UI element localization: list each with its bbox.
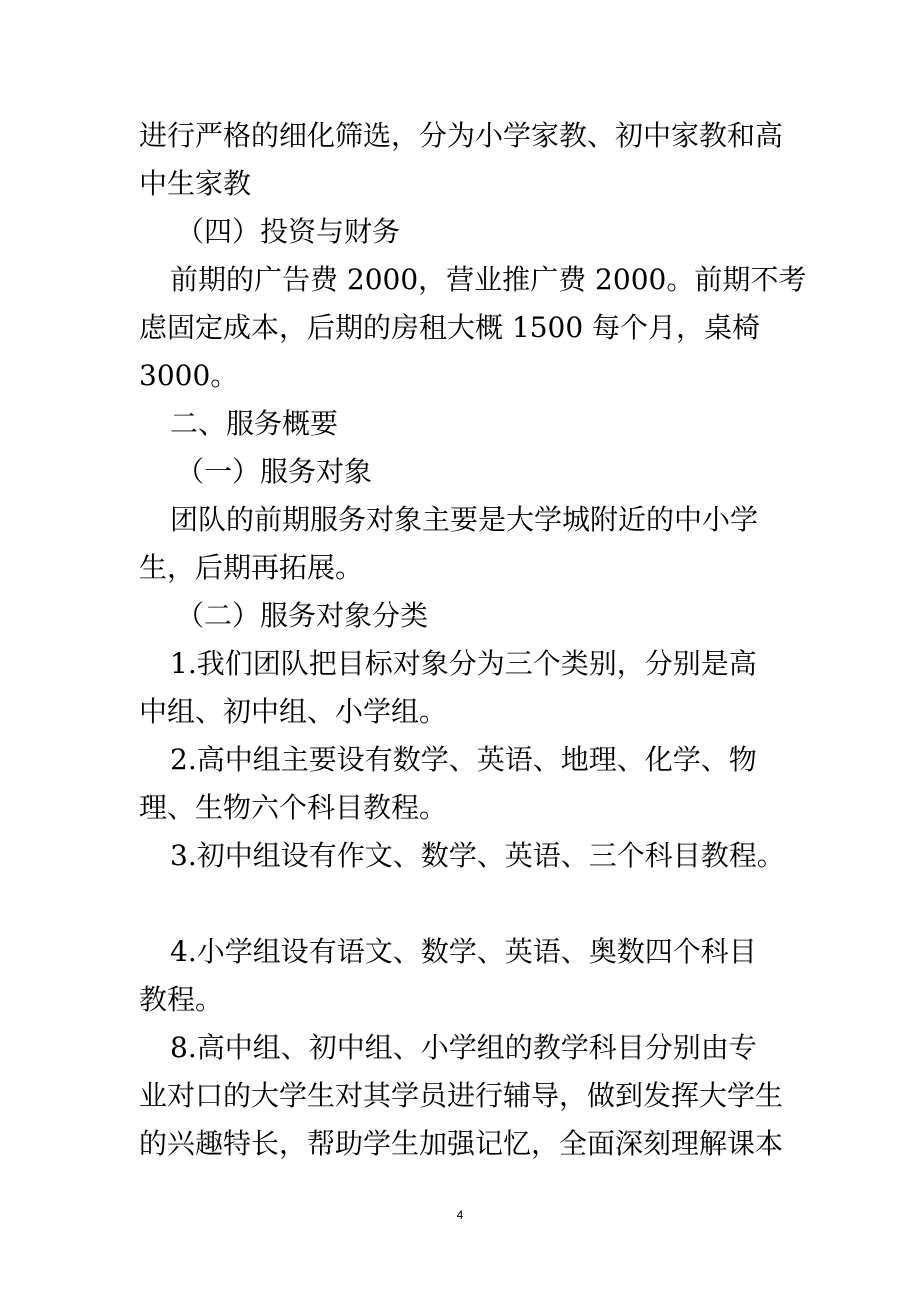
list-item-line: 的兴趣特长，帮助学生加强记忆，全面深刻理解课本 <box>139 1127 784 1160</box>
list-item-line: 3.初中组设有作文、数学、英语、三个科目教程。 <box>170 839 785 872</box>
list-item-line: 2.高中组主要设有数学、英语、地理、化学、物 <box>170 743 757 776</box>
list-item-line: 教程。 <box>139 983 224 1016</box>
chapter-heading: 二、服务概要 <box>170 407 339 440</box>
paragraph-line: 前期的广告费 2000，营业推广费 2000。前期不考 <box>170 263 807 296</box>
paragraph-line: 3000。 <box>139 359 239 392</box>
paragraph-line: 进行严格的细化筛选，分为小学家教、初中家教和高 <box>139 119 784 152</box>
list-item-line: 4.小学组设有语文、数学、英语、奥数四个科目 <box>170 935 757 968</box>
paragraph-line: 中生家教 <box>139 167 252 200</box>
page-number: 4 <box>456 1208 464 1222</box>
list-item-line: 理、生物六个科目教程。 <box>139 791 448 824</box>
list-item-line: 业对口的大学生对其学员进行辅导，做到发挥大学生 <box>139 1079 784 1112</box>
paragraph-line: 虑固定成本，后期的房租大概 1500 每个月，桌椅 <box>139 311 761 344</box>
section-heading: （一）服务对象 <box>176 455 373 488</box>
list-item-line: 1.我们团队把目标对象分为三个类别，分别是高 <box>170 647 757 680</box>
paragraph-line: 团队的前期服务对象主要是大学城附近的中小学 <box>170 503 759 536</box>
section-heading: （四）投资与财务 <box>176 215 401 248</box>
section-heading: （二）服务对象分类 <box>176 599 429 632</box>
list-item-line: 8.高中组、初中组、小学组的教学科目分别由专 <box>170 1031 757 1064</box>
list-item-line: 中组、初中组、小学组。 <box>139 695 448 728</box>
paragraph-line: 生，后期再拓展。 <box>139 551 364 584</box>
